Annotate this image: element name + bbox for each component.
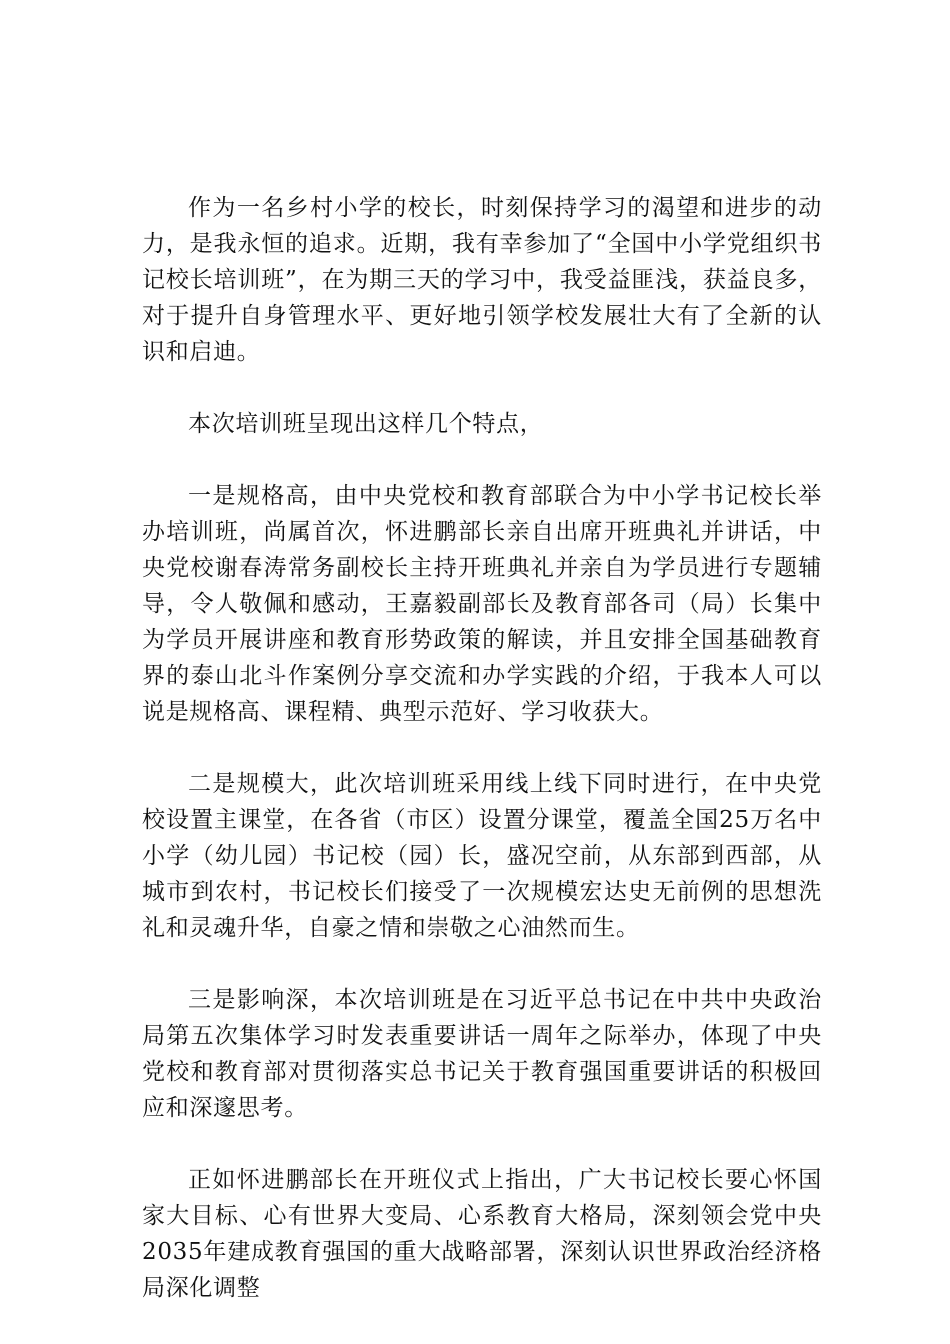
paragraph-spacer (142, 730, 822, 766)
paragraph-feature-large-scale: 二是规模大，此次培训班采用线上线下同时进行，在中央党校设置主课堂，在各省（市区）设置分课堂，覆盖全国25万名中小学（幼儿园）书记校（园）长，盛况空前，从东部到西部，从城市到农村，书记校长们接受了一次规模宏达史无前例的思想洗礼和灵魂升华，自豪之情和崇敬之心油然而生。 (142, 771, 822, 941)
paragraph-feature-deep-impact: 三是影响深，本次培训班是在习近平总书记在中共中央政治局第五次集体学习时发表重要讲话一周年之际举办，体现了中央党校和教育部对贯彻落实总书记关于教育强国重要讲话的积极回应和深邃思考。 (142, 987, 822, 1121)
paragraph-minister-remarks: 正如怀进鹏部长在开班仪式上指出，广大书记校长要心怀国家大目标、心有世界大变局、心系教育大格局，深刻领会党中央2035年建成教育强国的重大战略部署，深刻认识世界政治经济格局深化调整 (142, 1167, 822, 1301)
paragraph-spacer (142, 370, 822, 406)
paragraph-spacer (142, 1126, 822, 1162)
document-body (142, 190, 822, 1306)
paragraph-spacer (142, 442, 822, 478)
paragraph-feature-high-standard: 一是规格高，由中央党校和教育部联合为中小学书记校长举办培训班，尚属首次，怀进鹏部长亲自出席开班典礼并讲话，中央党校谢春涛常务副校长主持开班典礼并亲自为学员进行专题辅导，令人敬佩和感动，王嘉毅副部长及教育部各司（局）长集中为学员开展讲座和教育形势政策的解读，并且安排全国基础教育界的泰山北斗作案例分享交流和办学实践的介绍，于我本人可以说是规格高、课程精、典型示范好、学习收获大。 (142, 483, 822, 725)
paragraph-intro: 作为一名乡村小学的校长，时刻保持学习的渴望和进步的动力，是我永恒的追求。近期，我有幸参加了“全国中小学党组织书记校长培训班”，在为期三天的学习中，我受益匪浅，获益良多，对于提升自身管理水平、更好地引领学校发展壮大有了全新的认识和启迪。 (142, 195, 822, 365)
paragraph-features-heading: 本次培训班呈现出这样几个特点， (188, 411, 544, 437)
paragraph-spacer (142, 946, 822, 982)
